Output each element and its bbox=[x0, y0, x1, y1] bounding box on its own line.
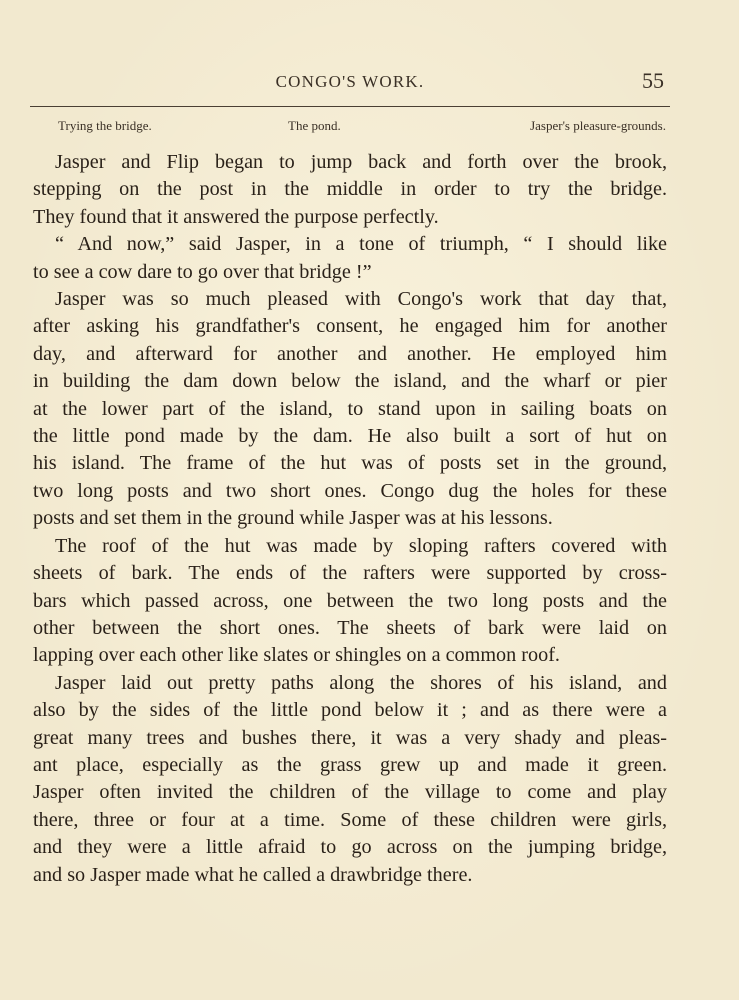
text-line: other between the short ones. The sheets of bark were laid on bbox=[33, 616, 667, 639]
page-header bbox=[32, 68, 668, 98]
text-line: sheets of bark. The ends of the rafters were supported by cross- bbox=[33, 562, 667, 585]
text-line: and they were a little afraid to go across on the jumping bridge, bbox=[33, 836, 667, 859]
text-line: ant place, especially as the grass grew up and made it green. bbox=[33, 753, 667, 776]
text-line: lapping over each other like slates or shingles on a common roof. bbox=[33, 644, 560, 667]
body-text bbox=[33, 149, 667, 889]
text-line: Jasper and Flip began to jump back and forth over the brook, bbox=[55, 151, 667, 173]
text-line: to see a cow dare to go over that bridge !” bbox=[33, 260, 372, 283]
text-line: two long posts and two short ones. Congo dug the holes for these bbox=[33, 479, 667, 502]
topic-heading: Trying the bridge. bbox=[58, 118, 152, 133]
text-line: The roof of the hut was made by sloping rafters covered with bbox=[55, 534, 667, 557]
paragraph bbox=[33, 533, 667, 670]
header-rule bbox=[30, 106, 670, 107]
topic-headings bbox=[30, 118, 670, 138]
text-line: in building the dam down below the island, and the wharf or pier bbox=[33, 370, 667, 393]
text-line: great many trees and bushes there, it was a very shady and pleas- bbox=[33, 726, 667, 749]
text-line: stepping on the post in the middle in order to try the bridge. bbox=[33, 178, 667, 201]
text-line: Jasper often invited the children of the village to come and play bbox=[33, 781, 667, 804]
paragraph bbox=[33, 670, 667, 889]
text-line: his island. The frame of the hut was of posts set in the ground, bbox=[33, 452, 667, 475]
text-line: day, and afterward for another and another. He employed him bbox=[33, 342, 667, 365]
text-line: at the lower part of the island, to stand upon in sailing boats on bbox=[33, 397, 667, 420]
running-title: CONGO'S WORK. bbox=[275, 72, 425, 91]
text-line: bars which passed across, one between the two long posts and the bbox=[33, 589, 667, 612]
paragraph bbox=[33, 149, 667, 231]
page-number: 55 bbox=[642, 68, 664, 93]
text-line: the little pond made by the dam. He also built a sort of hut on bbox=[33, 425, 667, 448]
text-line: “ And now,” said Jasper, in a tone of triumph, “ I should like bbox=[55, 233, 667, 256]
text-line: there, three or four at a time. Some of these children were girls, bbox=[33, 808, 667, 831]
text-line: They found that it answered the purpose perfectly. bbox=[33, 205, 439, 228]
topic-heading: The pond. bbox=[288, 118, 341, 133]
paragraph bbox=[33, 286, 667, 533]
topic-heading: Jasper's pleasure-grounds. bbox=[530, 118, 666, 133]
text-line: after asking his grandfather's consent, he engaged him for another bbox=[33, 315, 667, 338]
text-line: Jasper was so much pleased with Congo's work that day that, bbox=[55, 288, 667, 311]
text-line: posts and set them in the ground while Jasper was at his lessons. bbox=[33, 507, 553, 530]
text-line: also by the sides of the little pond below it ; and as there were a bbox=[33, 699, 667, 722]
text-line: Jasper laid out pretty paths along the shores of his island, and bbox=[55, 671, 667, 694]
paragraph bbox=[33, 231, 667, 286]
text-line: and so Jasper made what he called a drawbridge there. bbox=[33, 863, 473, 886]
